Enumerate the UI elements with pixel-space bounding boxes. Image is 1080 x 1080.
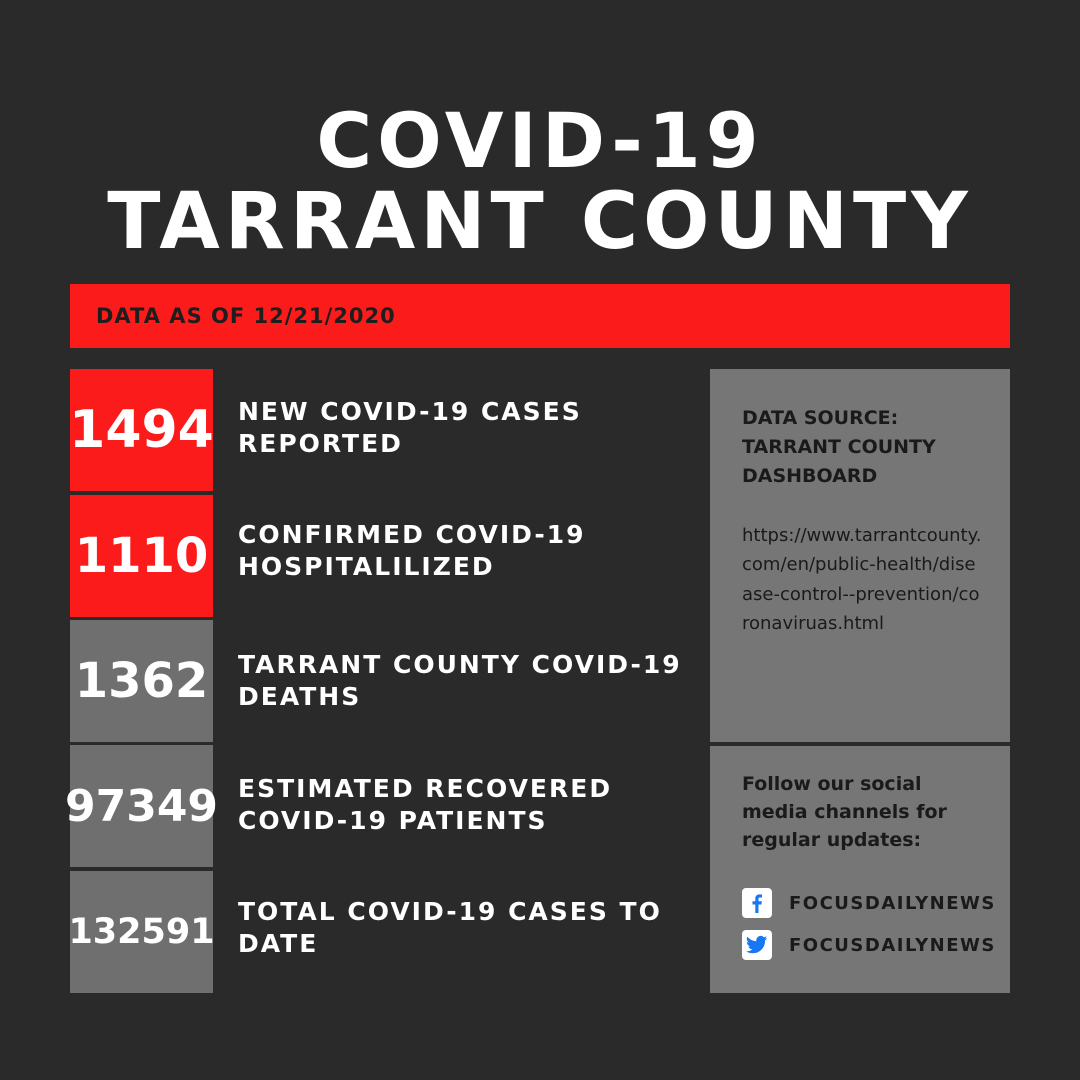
social-panel: [710, 746, 1010, 993]
stat-value-recovered: 97349: [70, 745, 213, 867]
stat-label-total-cases: TOTAL COVID-19 CASES TO DATE: [238, 897, 662, 958]
facebook-icon[interactable]: [742, 888, 772, 918]
title-line-covid: COVID-19: [316, 96, 764, 185]
twitter-handle: FOCUSDAILYNEWS: [789, 934, 996, 956]
stat-label-recovered: ESTIMATED RECOVERED COVID-19 PATIENTS: [238, 774, 613, 835]
social-row-twitter[interactable]: [742, 930, 996, 960]
data-source-panel: [710, 369, 1010, 742]
twitter-icon[interactable]: [742, 930, 772, 960]
social-row-facebook[interactable]: [742, 888, 996, 918]
stat-value-deaths: 1362: [70, 620, 213, 742]
stat-value-hospitalized: 1110: [70, 495, 213, 617]
stat-label-deaths: TARRANT COUNTY COVID-19 DEATHS: [238, 650, 682, 711]
stat-label-hospitalized: CONFIRMED COVID-19 HOSPITALILIZED: [238, 520, 586, 581]
data-source-url[interactable]: https://www.tarrantcounty.com/en/public-health/disease-control--prevention/coronaviruas.html: [742, 525, 982, 634]
data-source-heading: DATA SOURCE: TARRANT COUNTY DASHBOARD: [742, 407, 936, 487]
date-banner: [70, 284, 1010, 348]
stat-label-new-cases: NEW COVID-19 CASES REPORTED: [238, 397, 582, 458]
date-text: DATA AS OF 12/21/2020: [96, 304, 396, 328]
facebook-handle: FOCUSDAILYNEWS: [789, 892, 996, 914]
title-line-county: TARRANT COUNTY: [107, 177, 973, 267]
social-heading: Follow our social media channels for regular updates:: [742, 773, 947, 851]
stat-value-total-cases: 132591: [70, 871, 213, 993]
stat-value-new-cases: 1494: [70, 369, 213, 491]
